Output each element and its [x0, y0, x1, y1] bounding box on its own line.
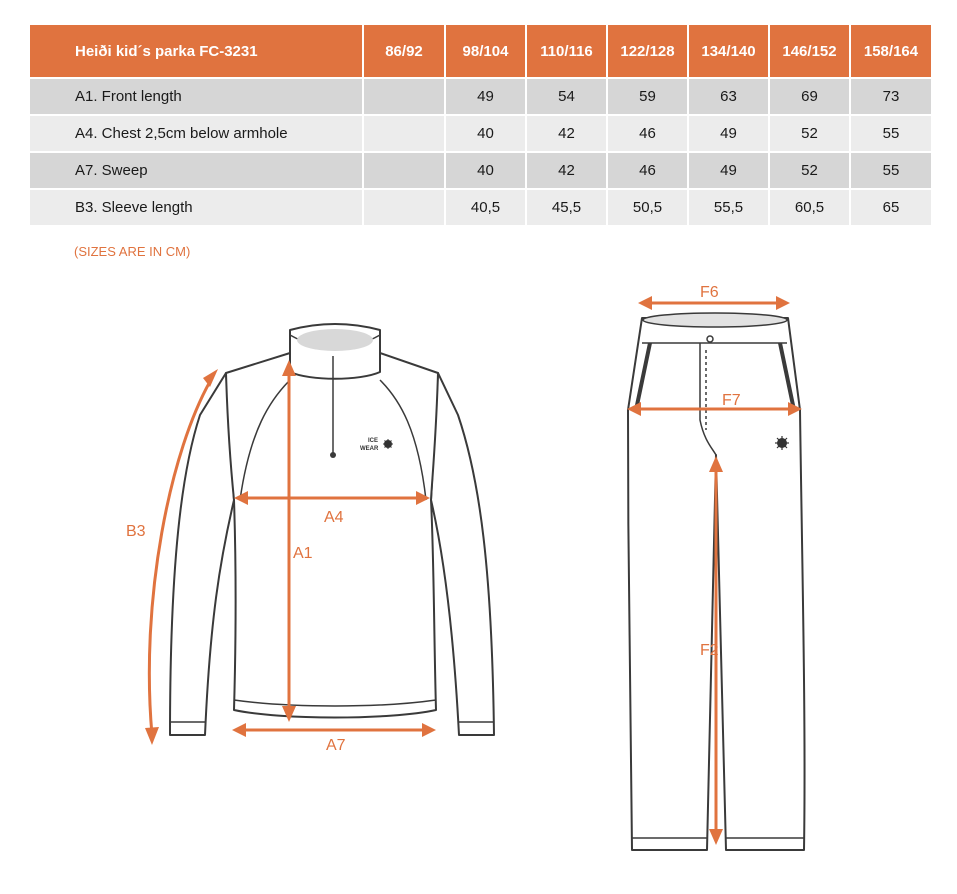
table-cell: 42: [527, 116, 606, 153]
f2-label: F2: [700, 642, 719, 659]
size-header: 134/140: [689, 25, 768, 79]
units-note: (SIZES ARE IN CM): [74, 244, 191, 259]
table-cell: 46: [608, 116, 687, 153]
size-header: 86/92: [364, 25, 444, 79]
table-cell: 65: [851, 190, 931, 227]
logo-text-wear: WEAR: [360, 446, 379, 452]
jacket-drawing: [170, 324, 494, 735]
table-row: [30, 190, 931, 227]
table-cell: [364, 190, 444, 227]
table-cell: 55: [851, 116, 931, 153]
table-cell: 46: [608, 153, 687, 190]
table-cell: 63: [689, 79, 768, 116]
size-chart-table: [28, 25, 933, 227]
measurement-label: B3. Sleeve length: [30, 190, 362, 227]
a7-label: A7: [326, 737, 346, 754]
table-cell: 50,5: [608, 190, 687, 227]
a1-label: A1: [293, 545, 313, 562]
snowflake-icon: [383, 439, 393, 449]
table-cell: 49: [689, 153, 768, 190]
table-cell: 55: [851, 153, 931, 190]
product-name-header: Heiði kid´s parka FC-3231: [30, 25, 362, 79]
logo-text-ice: ICE: [368, 438, 379, 444]
table-cell: 49: [446, 79, 525, 116]
table-cell: [364, 153, 444, 190]
table-cell: 40: [446, 153, 525, 190]
table-cell: [364, 116, 444, 153]
table-header-row: [30, 25, 931, 79]
table-cell: [364, 79, 444, 116]
table-cell: 49: [689, 116, 768, 153]
size-header: 146/152: [770, 25, 849, 79]
garment-illustration: [0, 270, 957, 890]
table-cell: 52: [770, 153, 849, 190]
table-cell: 52: [770, 116, 849, 153]
table-row: [30, 116, 931, 153]
table-cell: 54: [527, 79, 606, 116]
size-header: 98/104: [446, 25, 525, 79]
table-cell: 45,5: [527, 190, 606, 227]
table-cell: 55,5: [689, 190, 768, 227]
table-cell: 59: [608, 79, 687, 116]
f7-label: F7: [722, 392, 741, 409]
measurement-label: A4. Chest 2,5cm below armhole: [30, 116, 362, 153]
snowflake-icon: [775, 436, 789, 450]
table-row: [30, 79, 931, 116]
table-cell: 60,5: [770, 190, 849, 227]
b3-label: B3: [126, 523, 146, 540]
measurement-label: A7. Sweep: [30, 153, 362, 190]
table-cell: 40: [446, 116, 525, 153]
size-header: 158/164: [851, 25, 931, 79]
measurement-label: A1. Front length: [30, 79, 362, 116]
table-row: [30, 153, 931, 190]
size-header: 110/116: [527, 25, 606, 79]
table-cell: 40,5: [446, 190, 525, 227]
table-cell: 42: [527, 153, 606, 190]
table-cell: 73: [851, 79, 931, 116]
size-header: 122/128: [608, 25, 687, 79]
f6-label: F6: [700, 284, 719, 301]
table-cell: 69: [770, 79, 849, 116]
a4-label: A4: [324, 509, 344, 526]
